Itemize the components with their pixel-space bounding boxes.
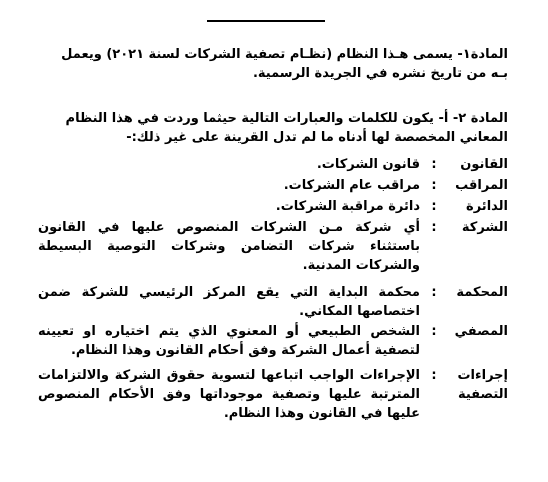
definition-colon: : bbox=[431, 285, 437, 300]
definition-colon: : bbox=[431, 220, 437, 235]
definition-text: الشخص الطبيعي أو المعنوي الذي يتم اختياره او تعيينه لتصفية أعمال الشركة وفق أحكام القانون وهذا النظام. bbox=[38, 324, 420, 358]
definition-text: محكمة البداية التي يقع المركز الرئيسي للشركة ضمن اختصاصها المكاني. bbox=[38, 285, 420, 319]
definition-term: المصفي bbox=[454, 324, 508, 339]
definition-term: المراقب bbox=[455, 178, 508, 193]
definition-text: دائرة مراقبة الشركات. bbox=[275, 199, 420, 214]
definition-colon: : bbox=[431, 157, 437, 172]
definition-term: الدائرة bbox=[466, 199, 508, 214]
definition-colon: : bbox=[431, 324, 437, 339]
definition-text: مراقب عام الشركات. bbox=[283, 178, 420, 193]
definition-text: الإجراءات الواجب اتباعها لتسوية حقوق الشركة والالتزامات المترتبة عليها وتصفية موجوداتها وفق الأحكام المنصوص عليها في القانون وهذا النظام. bbox=[38, 368, 420, 421]
article-1: المادة١- يسمى هـذا النظام (نظـام تصفية الشركات لسنة ٢٠٢١) ويعمل بـه من تاريخ نشره في الجريدة الرسمية. bbox=[61, 47, 508, 81]
article-2-intro: المادة ٢- أ- يكون للكلمات والعبارات التالية حيثما وردت في هذا النظام المعاني المخصصة لها أدناه ما لم تدل القرينة على غير ذلك:- bbox=[65, 111, 508, 145]
definition-term: الشركة bbox=[461, 220, 508, 235]
definition-text: أي شركة مـن الشركات المنصوص عليها في القانون باستثناء شركات التضامن وشركات التوصية البسيطة والشركات المدنية. bbox=[38, 220, 420, 273]
header-rule bbox=[207, 20, 325, 22]
definition-term: المحكمة bbox=[456, 285, 508, 300]
definition-term-line2: التصفية bbox=[457, 387, 508, 402]
definition-text: قانون الشركات. bbox=[316, 157, 420, 172]
definition-colon: : bbox=[431, 368, 437, 383]
definition-colon: : bbox=[431, 178, 437, 193]
definition-term: إجراءات bbox=[457, 368, 508, 383]
definition-colon: : bbox=[431, 199, 437, 214]
definition-term: القانون bbox=[460, 157, 508, 172]
